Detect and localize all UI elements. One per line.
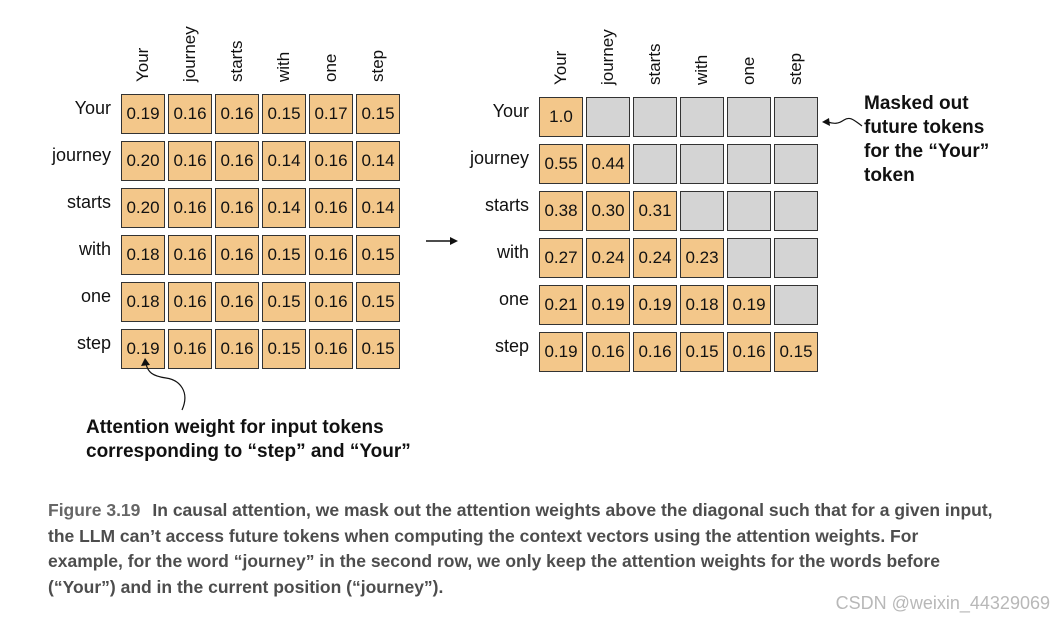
- annotation-line: future tokens: [864, 117, 985, 138]
- weight-cell: 0.19: [727, 285, 771, 325]
- weight-cell: 0.16: [309, 188, 353, 228]
- masked-callout-pointer: [822, 118, 862, 126]
- column-label: with: [692, 54, 711, 85]
- weight-cell: 0.18: [121, 282, 165, 322]
- annotation-line: corresponding to “step” and “Your”: [86, 441, 411, 462]
- weight-cell: 0.30: [586, 191, 630, 231]
- row-label: journey: [469, 148, 529, 168]
- row-label: step: [494, 336, 529, 356]
- annotation-line: Attention weight for input tokens: [86, 417, 384, 438]
- weight-cell: 0.16: [168, 141, 212, 181]
- weight-cell: 0.24: [586, 238, 630, 278]
- column-label: one: [739, 56, 758, 85]
- masked-tokens-annotation: [864, 92, 989, 188]
- weight-cell: 0.16: [309, 141, 353, 181]
- weight-cell: 0.44: [586, 144, 630, 184]
- weight-cell: 0.16: [727, 332, 771, 372]
- weight-cell: 0.16: [168, 282, 212, 322]
- weight-cell: 1.0: [539, 97, 583, 137]
- annotation-line: for the “Your”: [864, 141, 990, 162]
- weight-cell: 0.55: [539, 144, 583, 184]
- row-label: Your: [492, 101, 529, 121]
- transition-arrow: [426, 237, 458, 245]
- caption-text: In causal attention, we mask out the attention weights above the diagonal such that for a given input, the LLM can’t access future tokens when computing the context vectors using the attention weights. For example, for the word “journey” in the second row, we only keep the attention weights for the words before (“Your”) and in the current position (“journey”).: [48, 500, 993, 597]
- weight-cell: 0.14: [356, 188, 400, 228]
- weight-cell: 0.14: [262, 141, 306, 181]
- weight-cell: 0.23: [680, 238, 724, 278]
- weight-cell: 0.20: [121, 188, 165, 228]
- row-label: step: [76, 333, 111, 353]
- weight-cell: 0.19: [121, 94, 165, 134]
- column-label: step: [368, 49, 387, 82]
- watermark: CSDN @weixin_44329069: [835, 593, 1050, 613]
- weight-cell: 0.16: [215, 141, 259, 181]
- column-label: starts: [227, 40, 246, 82]
- weight-cell: 0.16: [586, 332, 630, 372]
- row-label: with: [78, 239, 111, 259]
- weight-cell: 0.16: [168, 329, 212, 369]
- column-label: step: [786, 52, 805, 85]
- annotation-line: Masked out: [864, 93, 969, 114]
- figure-label: Figure 3.19: [48, 500, 141, 520]
- weight-cell: 0.15: [356, 94, 400, 134]
- column-label: Your: [551, 50, 570, 85]
- weight-cell: 0.17: [309, 94, 353, 134]
- attention-weight-annotation: [86, 416, 411, 464]
- weight-cell: 0.16: [168, 188, 212, 228]
- row-label: one: [80, 286, 111, 306]
- attention-callout-pointer: [141, 358, 185, 410]
- row-label: one: [498, 289, 529, 309]
- weight-cell: 0.18: [680, 285, 724, 325]
- weight-cell: 0.16: [168, 235, 212, 275]
- weight-cell: 0.18: [121, 235, 165, 275]
- column-label: starts: [645, 43, 664, 85]
- column-label: journey: [598, 29, 617, 85]
- weight-cell: 0.19: [633, 285, 677, 325]
- weight-cell: 0.20: [121, 141, 165, 181]
- weight-cell: 0.15: [774, 332, 818, 372]
- weight-cell: 0.19: [586, 285, 630, 325]
- weight-cell: 0.15: [262, 235, 306, 275]
- weight-cell: 0.14: [262, 188, 306, 228]
- weight-cell: 0.21: [539, 285, 583, 325]
- weight-cell: 0.15: [680, 332, 724, 372]
- weight-cell: 0.16: [215, 235, 259, 275]
- row-label: Your: [74, 98, 111, 118]
- weight-cell: 0.15: [356, 282, 400, 322]
- weight-cell: 0.31: [633, 191, 677, 231]
- column-label: one: [321, 53, 340, 82]
- weight-cell: 0.15: [262, 329, 306, 369]
- row-label: starts: [484, 195, 529, 215]
- weight-cell: 0.15: [356, 235, 400, 275]
- weight-cell: 0.16: [309, 235, 353, 275]
- column-label: journey: [180, 26, 199, 82]
- weight-cell: 0.16: [168, 94, 212, 134]
- weight-cell: 0.27: [539, 238, 583, 278]
- weight-cell: 0.19: [539, 332, 583, 372]
- weight-cell: 0.19: [121, 329, 165, 369]
- weight-cell: 0.15: [356, 329, 400, 369]
- weight-cell: 0.16: [309, 282, 353, 322]
- weight-cell: 0.16: [309, 329, 353, 369]
- weight-cell: 0.16: [215, 94, 259, 134]
- weight-cell: 0.16: [215, 329, 259, 369]
- weight-cell: 0.16: [215, 188, 259, 228]
- column-label: Your: [133, 47, 152, 82]
- column-label: with: [274, 51, 293, 82]
- weight-cell: 0.15: [262, 282, 306, 322]
- annotation-line: token: [864, 165, 915, 186]
- weight-cell: 0.16: [633, 332, 677, 372]
- weight-cell: 0.16: [215, 282, 259, 322]
- weight-cell: 0.14: [356, 141, 400, 181]
- weight-cell: 0.38: [539, 191, 583, 231]
- figure-caption: [48, 498, 998, 600]
- weight-cell: 0.24: [633, 238, 677, 278]
- row-label: with: [496, 242, 529, 262]
- row-label: starts: [66, 192, 111, 212]
- row-label: journey: [51, 145, 111, 165]
- weight-cell: 0.15: [262, 94, 306, 134]
